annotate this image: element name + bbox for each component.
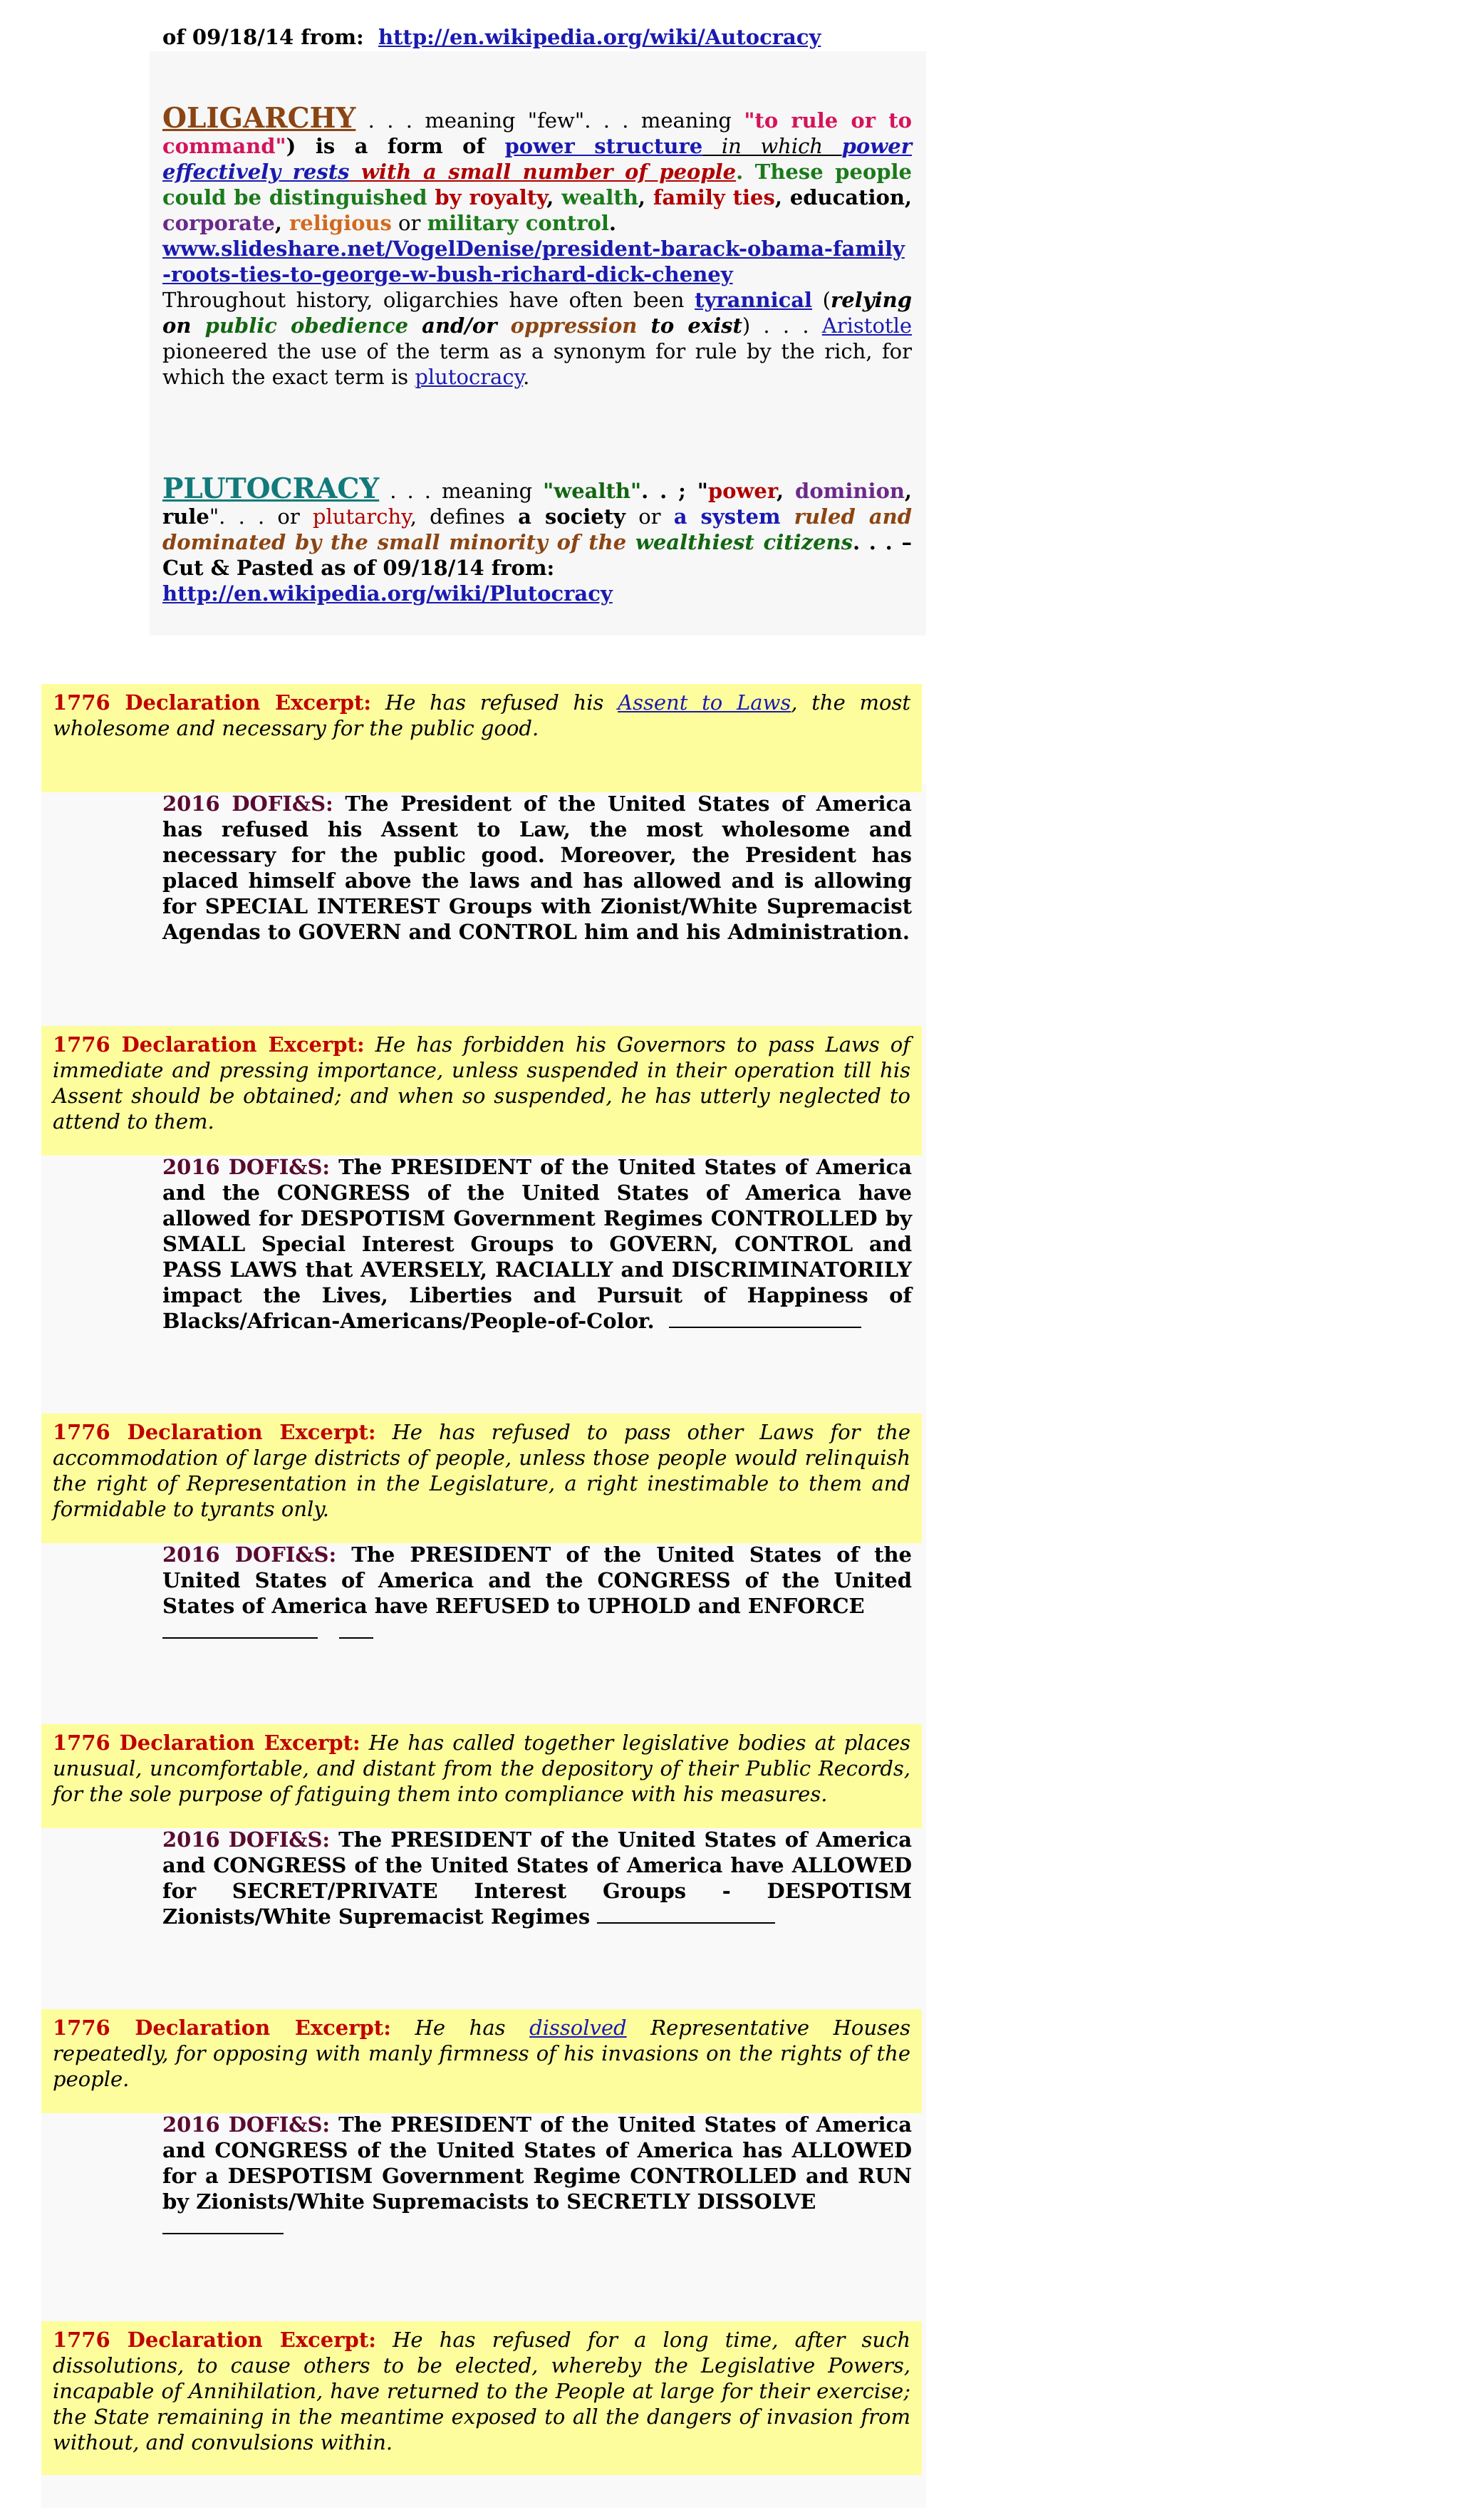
declaration-excerpt-4 [41,1724,922,1828]
text: , [638,185,653,209]
text: plutarchy [312,504,410,529]
text: , defines [410,504,519,529]
text: The President of the United States of America has refused his Assent to Law, the most wholesome and necessary for the public good. Moreover, the President has placed himself above the laws and has allowed and is allowing for SPECIAL INTEREST Groups with Zionist/White Supremacist Agendas to GOVERN and CONTROL him and his Administration. [162,792,912,944]
declaration-label: 1776 Declaration Excerpt: [53,2016,391,2040]
oligarchy-definition [162,102,913,390]
text: oppression [510,313,638,338]
plutocracy-wiki-link[interactable]: http://en.wikipedia.org/wiki/Plutocracy [162,581,613,606]
text: , [777,479,796,503]
declaration-label: 1776 Declaration Excerpt: [53,690,372,715]
text: He has [390,2016,530,2040]
blank-line [162,1619,318,1639]
text: wealth [561,185,638,209]
text: The PRESIDENT of the United States of the United States of America and the CONGRESS of the United States of America have REFUSED to UPHOLD and ENFORCE [162,1542,912,1618]
text: pioneered the use of the term as a synonym for rule by the rich, for which the exact term is [162,339,912,389]
text: ". . . or [209,504,313,529]
blank-line [669,1308,861,1328]
dofi-statement-2 [162,1154,912,1334]
dofi-statement-3 [162,1542,912,1644]
declaration-text [41,1026,922,1140]
text: The PRESIDENT of the United States of America and CONGRESS of the United States of America has ALLOWED for a DESPOTISM Government Regime CONTROLLED and RUN by Zionists/White Supremacists to SECRETLY DISSOLVE [162,2112,912,2214]
slideshare-link[interactable]: www.slideshare.net/VogelDenise/president-barack-obama-family-roots-ties-to-george-w-bush-richard-dick-cheney [162,237,905,286]
text: , the most wholesome and necessary for the public good. [53,690,910,740]
text: dominion [795,479,905,503]
text: family ties [653,185,775,209]
dofi-label: 2016 DOFI&S: [162,1827,331,1852]
dofi-statement-5 [162,2112,912,2240]
dissolved-link[interactable]: dissolved [529,2016,627,2040]
source-line [162,24,918,50]
power-structure-link[interactable]: power structure [504,134,703,158]
declaration-excerpt-1 [41,684,922,792]
text: , rule [162,479,913,529]
text: Throughout history, oligarchies have often been [162,288,695,312]
declaration-label: 1776 Declaration Excerpt: [53,2328,376,2352]
text: ) . . . [742,313,822,338]
text: He has refused for a long time, after such dissolutions, to cause others to be elected, whereby the Legislative Powers, incapable of Annihilation, have returned to the People at large for their exercise; the State remaining in the meantime exposed to all the dangers of invasion from without, and convulsions within. [53,2328,910,2454]
plutocracy-definition [162,472,913,606]
aristotle-link[interactable]: Aristotle [821,313,913,338]
declaration-text [41,2321,922,2461]
plutocracy-link[interactable]: plutocracy [415,365,524,389]
text: religious [289,211,392,235]
source-prefix: of 09/18/14 from: [162,25,364,49]
declaration-label: 1776 Declaration Excerpt: [53,1731,360,1755]
text: . . . meaning [379,479,544,503]
blank-line [339,1619,373,1639]
dofi-label: 2016 DOFI&S: [162,2112,331,2137]
text: , [546,185,562,209]
declaration-text [41,684,922,747]
oligarchy-term: OLIGARCHY [162,102,356,135]
text: corporate [162,211,275,235]
text: The PRESIDENT of the United States of America and CONGRESS of the United States of America have ALLOWED for SECRET/PRIVATE Interest Groups - DESPOTISM Zionists/White Supremacist Regimes [162,1827,912,1929]
text: He has refused to pass other Laws for the accommodation of large districts of people, unless those people would relinquish the right of Representation in the Legislature, a right inestimable to them and formidable to tyrants only. [53,1420,910,1521]
text: public obedience [204,313,409,338]
text: a society [518,504,625,529]
blank-line [162,2214,284,2234]
declaration-excerpt-6 [41,2321,922,2475]
text: wealthiest citizens [635,530,853,554]
text: or [625,504,674,529]
text: with a small number of people [349,160,737,184]
text: military control [427,211,609,235]
text: , [274,211,290,235]
text: "wealth" [543,479,642,503]
text: Representative Houses repeatedly, for opposing with manly firmness of his invasions on the rights of the people. [53,2016,910,2091]
text: . . . meaning "few". . . meaning [355,108,744,133]
text: and/or [408,313,511,338]
text: by royalty [435,185,547,209]
dofi-label: 2016 DOFI&S: [162,1542,337,1567]
assent-to-laws-link[interactable]: Assent to Laws [618,690,791,715]
text: or [391,211,427,235]
plutocracy-term: PLUTOCRACY [162,472,380,505]
text: , education, [774,185,913,209]
text: . [523,365,530,389]
text: "to rule or to command" [162,108,912,158]
text: The PRESIDENT of the United States of America and the CONGRESS of the United States of America have allowed for DESPOTISM Government Regimes CONTROLLED by SMALL Special Interest Groups to GOVERN, CONTROL and PASS LAWS that AVERSELY, RACIALLY and DISCRIMINATORILY impact the Lives, Liberties and Pursuit of Happiness of Blacks/African-Americans/People-of-Color. [162,1155,912,1333]
text: power effectively rests [162,134,912,184]
text: by the small minority of the [286,530,635,554]
text: . . ; " [641,479,708,503]
declaration-label: 1776 Declaration Excerpt: [53,1420,376,1444]
text: . These people could be distinguished [162,160,912,209]
dofi-label: 2016 DOFI&S: [162,1155,331,1179]
text: to exist [637,313,742,338]
text: He has called together legislative bodies at places unusual, uncomfortable, and distant from the depository of their Public Records, for the sole purpose of fatiguing them into compliance with his measures. [53,1731,910,1806]
dofi-statement-1 [162,791,912,945]
text: ) is a form of [286,134,505,158]
declaration-excerpt-2 [41,1026,922,1156]
text: relying on [162,288,912,338]
text: ruled and dominated [162,504,913,554]
dofi-statement-4 [162,1827,912,1929]
dofi-label: 2016 DOFI&S: [162,792,333,816]
declaration-excerpt-3 [41,1414,922,1543]
declaration-excerpt-5 [41,2009,922,2113]
text: He has forbidden his Governors to pass Laws of immediate and pressing importance, unless suspended in their operation till his Assent should be obtained; and when so suspended, he has utterly neglected to attend to them. [53,1032,910,1134]
text: a system [673,504,781,529]
declaration-text [41,1724,922,1813]
text: in which [702,134,842,158]
declaration-text [41,2009,922,2098]
autocracy-link[interactable]: http://en.wikipedia.org/wiki/Autocracy [378,25,821,49]
blank-line [597,1904,775,1924]
tyrannical-link[interactable]: tyrannical [695,288,813,312]
declaration-label: 1776 Declaration Excerpt: [53,1032,365,1057]
text: power [707,479,777,503]
text: . [608,211,616,235]
text: . . . – Cut & Pasted as of 09/18/14 from: [162,530,912,580]
text: ( [812,288,831,312]
declaration-text [41,1414,922,1528]
text: He has refused his [371,690,618,715]
